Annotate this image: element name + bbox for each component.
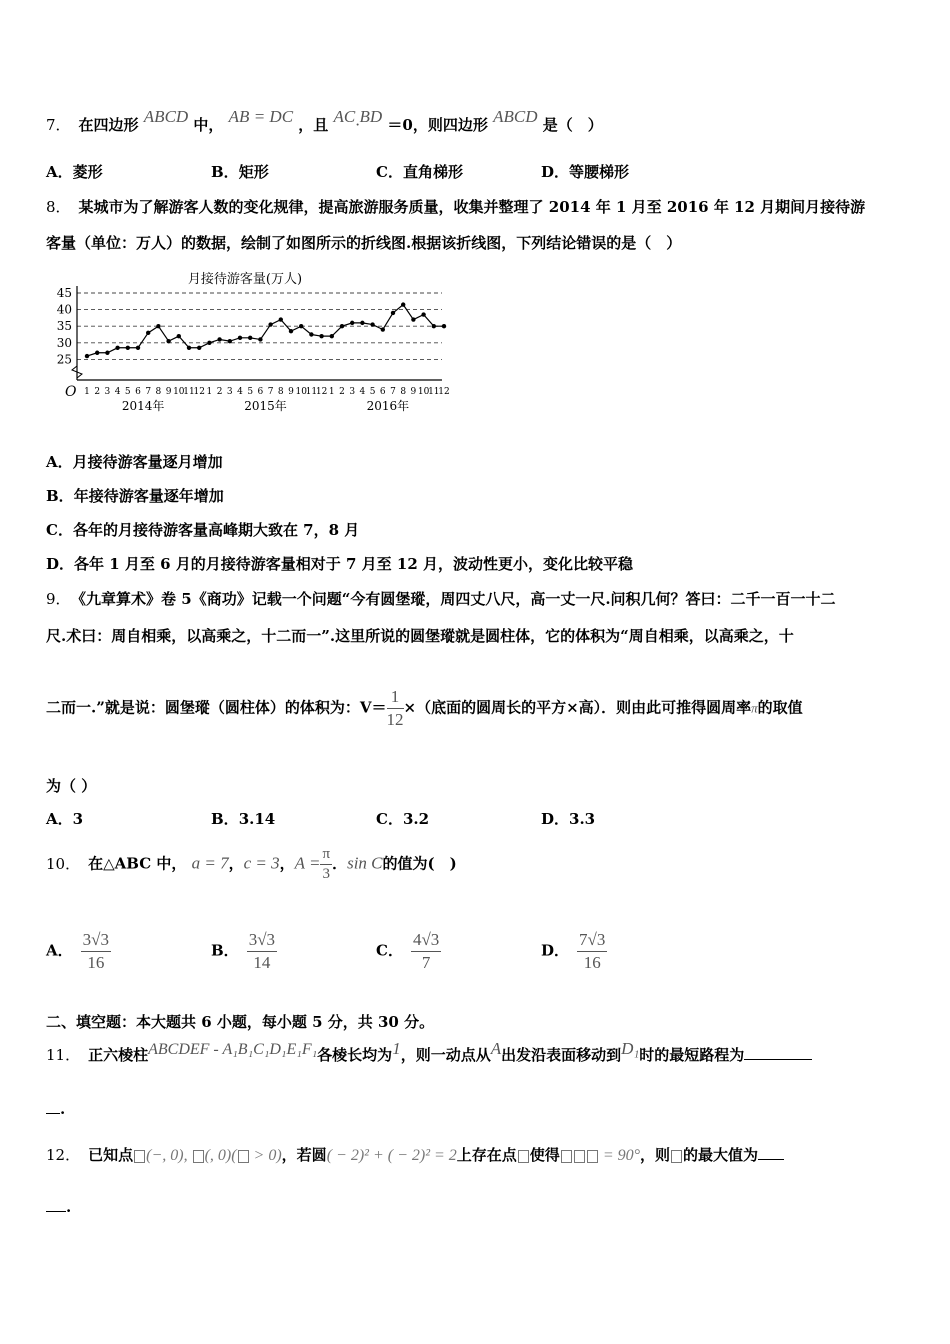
x-tick-label: 9 xyxy=(410,387,417,397)
y-tick-label: 30 xyxy=(56,335,72,350)
math-pi: π xyxy=(751,700,758,716)
answer-blank xyxy=(46,1099,60,1114)
answer-blank xyxy=(744,1045,812,1060)
math-angle-90: = 90° xyxy=(598,1147,641,1164)
math-ab-eq-dc: AB = DC xyxy=(228,107,294,126)
data-point xyxy=(340,324,344,328)
data-point xyxy=(136,346,140,350)
x-tick-label: 1 xyxy=(328,387,335,397)
missing-glyph-icon xyxy=(671,1150,682,1163)
x-tick-label: 10 xyxy=(173,387,185,397)
x-tick-label: 6 xyxy=(379,387,386,397)
x-tick-label: 4 xyxy=(359,387,366,397)
data-point xyxy=(381,327,385,331)
x-tick-label: 8 xyxy=(155,387,162,397)
data-point xyxy=(401,302,405,306)
chart-title: 月接待游客量(万人) xyxy=(187,272,303,287)
x-tick-label: 4 xyxy=(114,387,121,397)
q9-stem-line2: 尺.术曰：周自相乘，以高乘之，十二而一”.这里所说的圆堡瑽就是圆柱体，它的体积为“周自相乘，以高乘之，十 xyxy=(46,627,794,645)
q8-option-c: C．各年的月接待游客量高峰期大致在 7，8 月 xyxy=(46,521,360,539)
data-point xyxy=(421,312,425,316)
data-point xyxy=(217,337,221,341)
q10-option-d: D． $\frac{7√3}{16}$ xyxy=(541,930,606,972)
data-point xyxy=(248,336,252,340)
missing-glyph-icon xyxy=(561,1150,572,1163)
data-point xyxy=(105,351,109,355)
x-tick-label: 5 xyxy=(247,387,254,397)
data-point xyxy=(95,351,99,355)
data-point xyxy=(279,317,283,321)
missing-glyph-icon xyxy=(518,1150,529,1163)
x-tick-label: 7 xyxy=(145,387,152,397)
x-tick-label: 7 xyxy=(390,387,396,397)
answer-blank xyxy=(758,1145,784,1160)
q8-option-b: B．年接待游客量逐年增加 xyxy=(46,487,224,505)
data-point xyxy=(156,324,160,328)
data-point xyxy=(330,334,334,338)
visitor-line-chart xyxy=(50,266,450,418)
data-point xyxy=(289,329,293,333)
q8-stem-line2: 客量（单位：万人）的数据，绘制了如图所示的折线图.根据该折线图，下列结论错误的是（ ） xyxy=(46,234,682,252)
x-tick-label: 12 xyxy=(315,387,328,397)
x-tick-label: 8 xyxy=(277,387,284,397)
q7-option-c: C．直角梯形 xyxy=(376,163,463,181)
data-point xyxy=(228,339,232,343)
missing-glyph-icon xyxy=(587,1150,598,1163)
q10-option-a: A． $\frac{3√3}{16}$ xyxy=(46,930,109,972)
missing-glyph-icon xyxy=(574,1150,585,1163)
math-sin-c: sin C xyxy=(347,853,383,873)
section-heading: 二、填空题：本大题共 6 小题，每小题 5 分，共 30 分。 xyxy=(46,1013,435,1031)
x-tick-label: 8 xyxy=(400,387,407,397)
data-point xyxy=(391,311,395,315)
q11-stem: 11． 正六棱柱ABCDEF - A₁B₁C₁D₁E₁F₁各棱长均为1，则一动点从A出发沿表面移动到D₁时的最短路程为 xyxy=(46,1044,812,1065)
x-tick-label: 12 xyxy=(193,387,205,397)
data-point xyxy=(207,341,211,345)
q10-option-b: B． $\frac{3√3}{14}$ xyxy=(211,930,276,972)
x-tick-label: 4 xyxy=(237,387,243,397)
math-a-eq-7: a = 7 xyxy=(191,853,229,873)
q9-option-b: B．3.14 xyxy=(211,810,276,828)
data-point xyxy=(309,332,313,336)
x-tick-label: 12 xyxy=(438,387,450,397)
year-label: 2015年 xyxy=(244,399,287,413)
math-point-list: (−, 0), xyxy=(146,1147,192,1164)
data-point xyxy=(126,346,130,350)
q7-number: 7． xyxy=(46,116,71,134)
q7-option-a: A．菱形 xyxy=(46,163,103,181)
y-tick-label: 45 xyxy=(56,286,72,300)
fraction-one-twelfth: $\frac{1}{12}$ xyxy=(386,687,404,729)
math-angle-a: A = xyxy=(294,853,321,873)
series-line xyxy=(87,305,444,356)
math-abcd: ABCD xyxy=(143,107,189,126)
x-tick-label: 2 xyxy=(216,387,223,397)
x-tick-label: 11 xyxy=(305,387,318,397)
vector-bd: BD xyxy=(359,107,383,126)
y-tick-label: 35 xyxy=(56,319,72,334)
data-point xyxy=(166,339,170,343)
data-point xyxy=(177,334,181,338)
x-tick-label: 1 xyxy=(206,387,213,397)
data-point xyxy=(299,324,303,328)
q9-option-c: C．3.2 xyxy=(376,810,430,828)
x-tick-label: 6 xyxy=(257,387,264,397)
q9-stem-line3: 二而一.”就是说：圆堡瑽（圆柱体）的体积为：V＝ $\frac{1}{12}$ ×（底面的圆周长的平方×高）．则由此可推得圆周率π的取值 xyxy=(46,687,803,729)
q9-option-a: A．3 xyxy=(46,810,84,828)
x-tick-label: 6 xyxy=(135,387,141,397)
math-point-d1: D₁ xyxy=(621,1039,640,1058)
q7-option-b: B．矩形 xyxy=(211,163,269,181)
q12-stem: 12． 已知点 (−, 0), (, 0)( > 0)，若圆( − 2)² + ( − 2)² = 2上存在点 使得 = 90°，则 的最大值为 xyxy=(46,1144,784,1165)
math-abcd: ABCD xyxy=(493,107,538,126)
q10-stem: 10． 在△ABC 中， a = 7，c = 3，A = $\frac{\pi}{3}$ ．sin C的值为( ) xyxy=(46,846,457,882)
y-tick-label: 25 xyxy=(56,352,72,367)
q11-stem-end: . xyxy=(46,1099,65,1118)
q8-stem-line1: 8． 某城市为了解游客人数的变化规律，提高旅游服务质量，收集并整理了 2014 年 1 月至 2016 年 12 月期间月接待游 xyxy=(46,198,866,216)
data-point xyxy=(432,324,436,328)
x-tick-label: 3 xyxy=(349,387,356,397)
x-tick-label: 11 xyxy=(428,387,440,397)
data-point xyxy=(442,324,446,328)
data-point xyxy=(85,354,89,358)
q9-stem-line4: 为（ ） xyxy=(46,777,97,795)
data-point xyxy=(319,334,323,338)
missing-glyph-icon xyxy=(238,1150,249,1163)
q12-stem-end: . xyxy=(46,1197,71,1216)
x-tick-label: 5 xyxy=(124,387,131,397)
data-point xyxy=(197,346,201,350)
x-tick-label: 9 xyxy=(288,387,294,397)
q8-option-d: D．各年 1 月至 6 月的月接待游客量相对于 7 月至 12 月，波动性更小，变化比较平稳 xyxy=(46,555,633,573)
x-tick-label: 7 xyxy=(267,387,274,397)
q9-stem-line1: 9． 《九章算术》卷 5《商功》记载一个问题“今有圆堡瑽，周四丈八尺，高一丈一尺.问积几何？答曰：二千一百一十二 xyxy=(46,590,836,608)
data-point xyxy=(411,317,415,321)
origin-label: O xyxy=(65,384,77,400)
x-tick-label: 9 xyxy=(165,387,172,397)
math-point-a: A xyxy=(490,1039,502,1058)
missing-glyph-icon xyxy=(193,1150,204,1163)
year-label: 2014年 xyxy=(121,399,165,413)
data-point xyxy=(350,321,354,325)
fraction-pi-over-3: $\frac{\pi}{3}$ xyxy=(322,846,331,882)
data-point xyxy=(115,346,119,350)
x-tick-label: 11 xyxy=(183,387,195,397)
data-point xyxy=(187,346,191,350)
q7-option-d: D．等腰梯形 xyxy=(541,163,630,181)
year-label: 2016年 xyxy=(366,399,410,413)
q7-stem: 7． 在四边形 ABCD 中， AB = DC ，且 AC·BD ＝0，则四边形 ABCD 是（ ） xyxy=(46,107,603,134)
data-point xyxy=(258,337,262,341)
q9-option-d: D．3.3 xyxy=(541,810,596,828)
x-tick-label: 5 xyxy=(369,387,376,397)
y-tick-label: 40 xyxy=(56,302,72,317)
x-tick-label: 2 xyxy=(94,387,101,397)
q8-option-a: A．月接待游客量逐月增加 xyxy=(46,453,223,471)
data-point xyxy=(360,321,364,325)
answer-blank xyxy=(46,1197,66,1212)
data-point xyxy=(238,336,242,340)
x-tick-label: 2 xyxy=(339,387,345,397)
missing-glyph-icon xyxy=(134,1150,145,1163)
math-hexagonal-prism: ABCDEF - A₁B₁C₁D₁E₁F₁ xyxy=(148,1041,318,1058)
data-point xyxy=(146,331,150,335)
x-tick-label: 10 xyxy=(295,387,307,397)
math-circle-equation: ( − 2)² + ( − 2)² = 2 xyxy=(326,1147,457,1164)
vector-ac: AC xyxy=(333,107,356,126)
x-tick-label: 3 xyxy=(104,387,111,397)
math-one: 1 xyxy=(392,1039,401,1058)
q10-option-c: C． $\frac{4√3}{7}$ xyxy=(376,930,440,972)
x-tick-label: 3 xyxy=(226,387,233,397)
x-tick-label: 10 xyxy=(417,387,430,397)
data-point xyxy=(370,322,374,326)
math-c-eq-3: c = 3 xyxy=(243,853,280,873)
data-point xyxy=(268,322,272,326)
x-tick-label: 1 xyxy=(84,387,90,397)
